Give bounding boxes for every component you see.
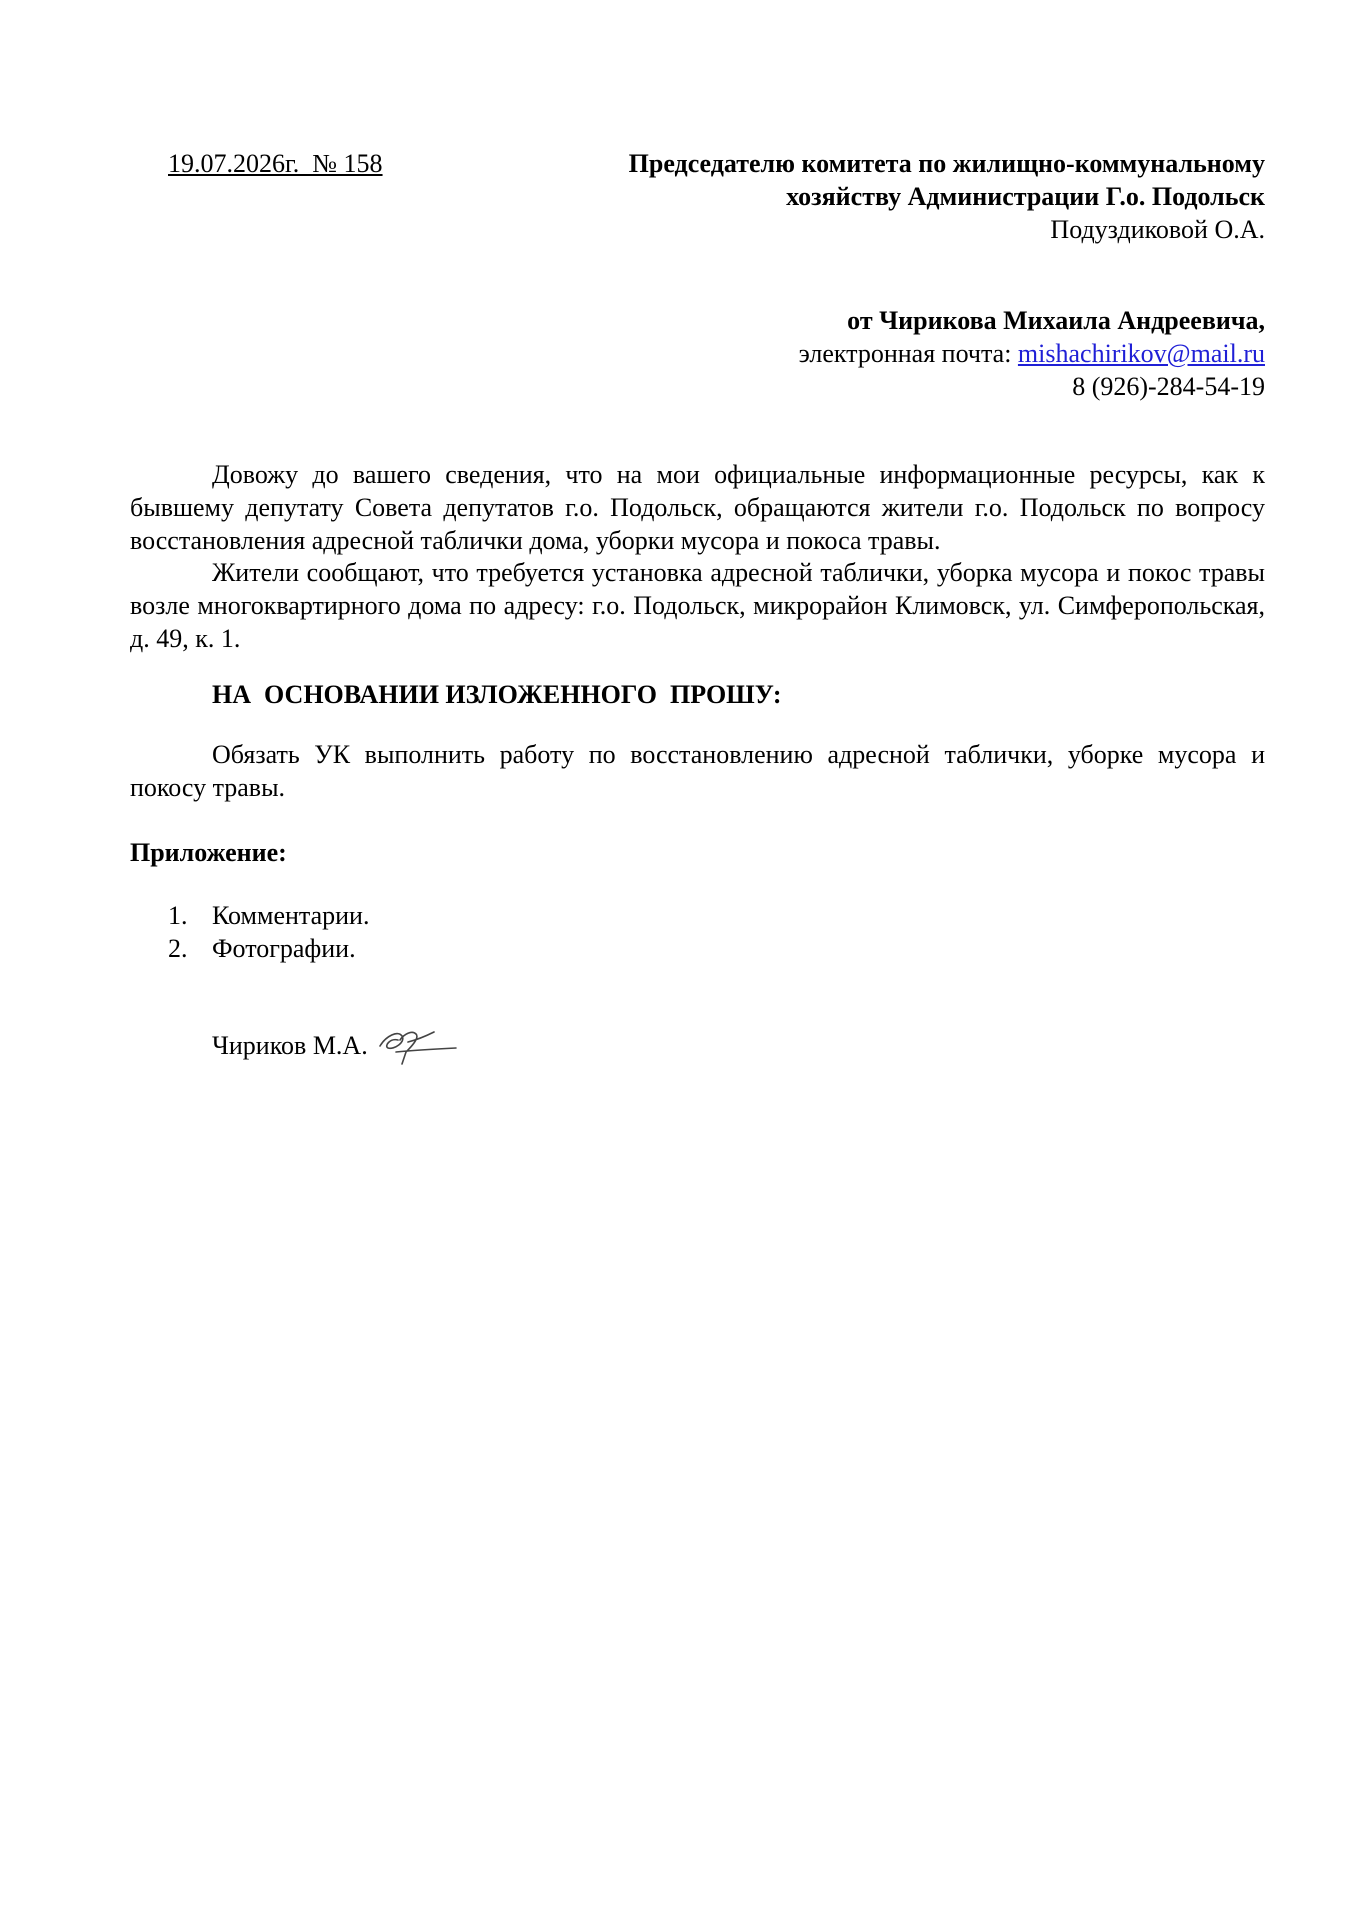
list-item-text: Комментарии.	[212, 901, 370, 930]
addressee-line-1: Председателю комитета по жилищно-коммунальному	[628, 149, 1265, 178]
date-and-number: 19.07.2026г. № 158	[168, 149, 383, 178]
list-item-number: 1.	[168, 901, 188, 930]
list-item-number: 2.	[168, 934, 188, 963]
request-heading: НА ОСНОВАНИИ ИЗЛОЖЕННОГО ПРОШУ:	[212, 680, 782, 709]
body-paragraph-3: Обязать УК выполнить работу по восстановлению адресной таблички, уборке мусора и покосу травы.	[130, 740, 1265, 802]
sender-block	[505, 304, 1265, 403]
appendix-list	[168, 899, 369, 965]
sender-phone: 8 (926)-284-54-19	[1072, 372, 1265, 401]
body-paragraph-2: Жители сообщают, что требуется установка адресной таблички, уборка мусора и покос травы возле многоквартирного дома по адресу: г.о. Подольск, микрорайон Климовск, ул. Симферопольская, д. 49, к. 1.	[130, 558, 1265, 653]
signature-name: Чириков М.А.	[212, 1030, 368, 1060]
sender-email-line	[505, 337, 1265, 370]
body-paragraph-1: Довожу до вашего сведения, что на мои официальные информационные ресурсы, как к бывшему депутату Совета депутатов г.о. Подольск, обращаются жители г.о. Подольск по вопросу восстановления адресной таблички дома, уборки мусора и покоса травы.	[130, 460, 1265, 555]
sender-name: от Чирикова Михаила Андреевича,	[847, 306, 1265, 335]
sender-email-link[interactable]: mishachirikov@mail.ru	[1017, 339, 1265, 368]
signature-row	[212, 1022, 458, 1068]
addressee-block	[505, 147, 1265, 246]
addressee-line-3: Подуздиковой О.А.	[1050, 215, 1265, 244]
addressee-line-2: хозяйству Администрации Г.о. Подольск	[786, 182, 1265, 211]
list-item-text: Фотографии.	[212, 934, 356, 963]
list-item	[168, 899, 369, 932]
appendix-title: Приложение:	[130, 838, 287, 867]
list-item	[168, 932, 369, 965]
sender-email-label: электронная почта:	[798, 339, 1018, 368]
handwritten-signature	[376, 1022, 458, 1068]
